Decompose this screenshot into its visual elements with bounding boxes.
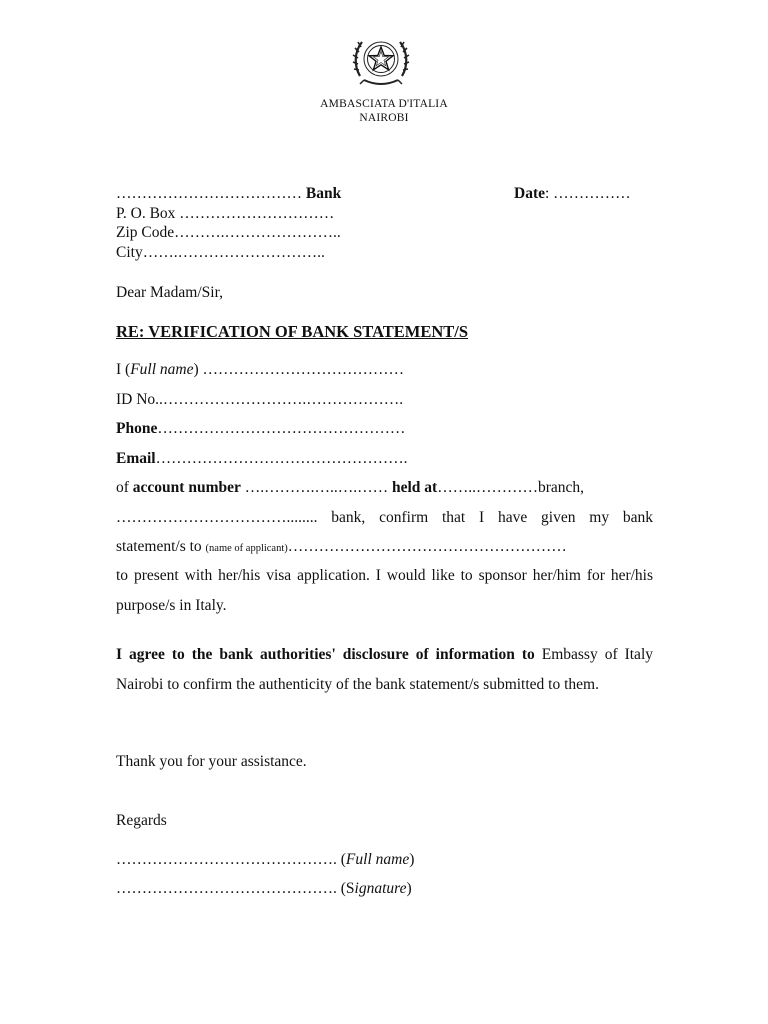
id-line: ID No..……………………….………………. <box>116 391 404 408</box>
embassy-city: NAIROBI <box>359 112 409 124</box>
agree-bold: I agree to the bank authorities' disclosure of information to <box>116 646 535 663</box>
branch-label: branch, <box>537 479 585 496</box>
regards-line: Regards <box>116 812 167 829</box>
fullname-label: Full name <box>130 361 194 378</box>
signoff-name-line <box>116 850 414 870</box>
fullname-dots: ) ………………………………… <box>193 361 405 378</box>
pobox-line: P. O. Box ………………………… <box>116 205 335 222</box>
signoff-name-dots: ……………………………………. ( <box>116 851 346 868</box>
subject-heading: RE: VERIFICATION OF BANK STATEMENT/S <box>116 322 469 341</box>
city-line: City…….……………………….. <box>116 244 325 261</box>
embassy-name: AMBASCIATA D'ITALIA <box>320 98 448 110</box>
email-label: Email <box>116 450 156 467</box>
signoff-sig-label: ignature <box>354 880 407 897</box>
account-line <box>116 478 584 498</box>
phone-label: Phone <box>116 420 158 437</box>
bank-dots: ……………………………… <box>116 185 306 202</box>
thanks-line: Thank you for your assistance. <box>116 753 307 770</box>
bank-label: Bank <box>305 185 342 202</box>
date-line <box>514 184 631 204</box>
fullname-pre: I ( <box>116 361 131 378</box>
account-pre: of <box>116 479 133 496</box>
applicant-dots: ……………………………………………… <box>287 538 567 555</box>
email-line <box>116 449 408 469</box>
signoff-sig-s: S <box>345 880 355 897</box>
phone-line <box>116 419 405 439</box>
email-dots: …………………………………………. <box>155 450 408 467</box>
account-label: account number <box>132 479 241 496</box>
agree-paragraph <box>116 640 653 699</box>
bank-confirm-line <box>116 508 653 528</box>
account-dots: ….……….…..….…… <box>240 479 392 496</box>
held-at-label: held at <box>392 479 438 496</box>
bank-confirm-text: bank, confirm that I have given my bank <box>317 509 653 526</box>
held-dots: ……..………… <box>437 479 538 496</box>
agree-rest: Embassy of Italy Nairobi to confirm the authenticity of the bank statement/s submitted to them. <box>116 646 653 693</box>
signoff-sig-close: ) <box>406 880 412 897</box>
date-value: : …………… <box>545 185 631 202</box>
applicant-label: (name of applicant) <box>205 543 288 554</box>
signoff-sig-dots: ……………………………………. ( <box>116 880 346 897</box>
bank-line <box>116 184 341 204</box>
statement-pre: statement/s to <box>116 538 206 555</box>
fullname-line <box>116 360 404 380</box>
present-paragraph: to present with her/his visa application. I would like to sponsor her/him for her/his purpose/s in Italy. <box>116 567 653 614</box>
signoff-signature-line <box>116 879 412 899</box>
bank-name-dots: ……………………………........ <box>116 509 318 526</box>
zip-line: Zip Code……….………………….. <box>116 224 341 241</box>
signoff-name-label: Full name <box>345 851 410 868</box>
date-label: Date <box>514 185 545 202</box>
phone-dots: ………………………………………… <box>157 420 406 437</box>
salutation: Dear Madam/Sir, <box>116 284 223 301</box>
signoff-name-close: ) <box>409 851 415 868</box>
italian-republic-emblem-icon <box>350 30 412 92</box>
statement-line <box>116 537 567 559</box>
